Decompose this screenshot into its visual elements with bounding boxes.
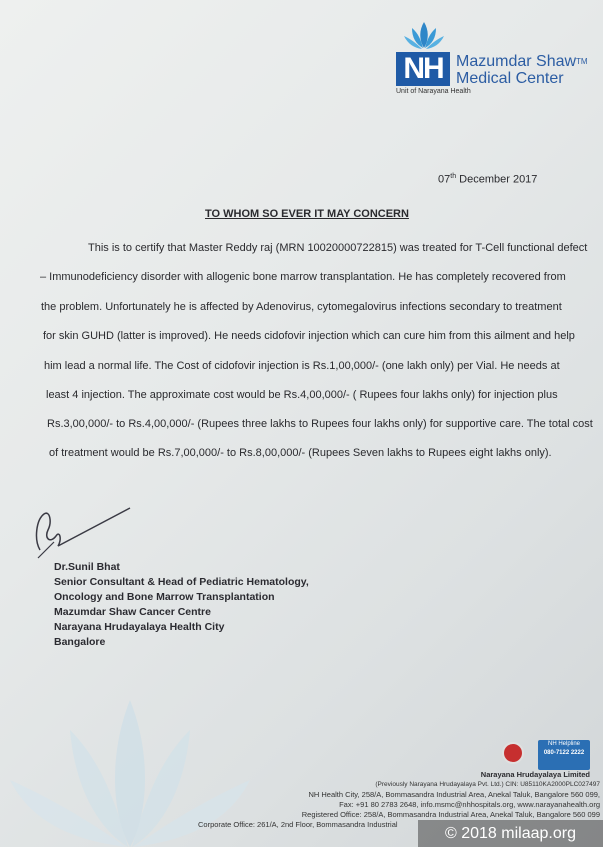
signatory-title: Oncology and Bone Marrow Transplantation xyxy=(54,591,275,603)
helpline-badge xyxy=(538,740,590,770)
letter-date xyxy=(438,173,537,186)
signatory-city: Bangalore xyxy=(54,636,106,648)
body-line: This is to certify that Master Reddy raj (MRN 10020000722815) was treated for T-Cell functional defect xyxy=(88,242,588,254)
letter-heading: TO WHOM SO EVER IT MAY CONCERN xyxy=(205,208,409,220)
footer-registered: Registered Office: 258/A, Bommasandra Industrial Area, Anekal Taluk, Bangalore 560 099 xyxy=(301,810,600,819)
signature-image xyxy=(30,500,140,562)
nh-logo-mark: NH xyxy=(396,52,450,86)
signatory-title: Senior Consultant & Head of Pediatric Hematology, xyxy=(54,576,309,588)
date-rest: December 2017 xyxy=(456,173,538,186)
body-line: him lead a normal life. The Cost of cidofovir injection is Rs.1,00,000/- (one lakh only) per Vial. He needs at xyxy=(44,360,560,372)
body-line: Rs.3,00,000/- to Rs.4,00,000/- (Rupees three lakhs to Rupees four lakhs only) for supportive care. The total cost xyxy=(47,418,593,430)
footer-company-name: Narayana Hrudayalaya Limited xyxy=(480,770,590,779)
footer-contact: Fax: +91 80 2783 2648, info.msmc@nhhospitals.org, www.narayanahealth.org xyxy=(339,800,600,809)
lotus-icon xyxy=(402,20,446,52)
footer-previously: (Previously Narayana Hrudayalaya Pvt. Ltd.) CIN: U85110KA2000PLC027497 xyxy=(375,781,600,788)
milaap-watermark: © 2018 milaap.org xyxy=(418,820,603,847)
accreditation-badge-icon xyxy=(502,742,524,764)
signatory-department: Mazumdar Shaw Cancer Centre xyxy=(54,606,211,618)
body-line: – Immunodeficiency disorder with allogenic bone marrow transplantation. He has completely recovered from xyxy=(40,271,566,283)
org-name xyxy=(456,53,588,87)
date-suffix: th xyxy=(450,173,457,180)
body-line: of treatment would be Rs.7,00,000/- to Rs.8,00,000/- (Rupees Seven lakhs to Rupees eight lakhs only). xyxy=(49,447,552,459)
body-line: for skin GUHD (latter is improved). He needs cidofovir injection which can cure him from this ailment and help xyxy=(43,330,575,342)
org-name-line1: Mazumdar Shaw xyxy=(456,53,577,70)
unit-label: Unit of Narayana Health xyxy=(396,88,471,95)
helpline-number: 080-7122 2222 xyxy=(543,750,585,756)
org-name-line2: Medical Center xyxy=(456,70,564,87)
trademark: TM xyxy=(576,57,588,66)
footer-address-line: NH Health City, 258/A, Bommasandra Industrial Area, Anekal Taluk, Bangalore 560 099, xyxy=(308,790,600,799)
footer-corporate: Corporate Office: 261/A, 2nd Floor, Bommasandra Industrial xyxy=(198,820,398,829)
date-day: 07 xyxy=(438,173,451,186)
body-line: the problem. Unfortunately he is affected by Adenovirus, cytomegalovirus infections secondary to treatment xyxy=(41,301,562,313)
letterhead-logo xyxy=(394,20,603,100)
signatory-name: Dr.Sunil Bhat xyxy=(54,561,120,573)
signatory-organization: Narayana Hrudayalaya Health City xyxy=(54,621,225,633)
body-line: least 4 injection. The approximate cost would be Rs.4,00,000/- ( Rupees four lakhs only) for injection plus xyxy=(46,389,558,401)
signatory-block xyxy=(54,560,309,650)
helpline-label: NH Helpline xyxy=(547,741,580,747)
